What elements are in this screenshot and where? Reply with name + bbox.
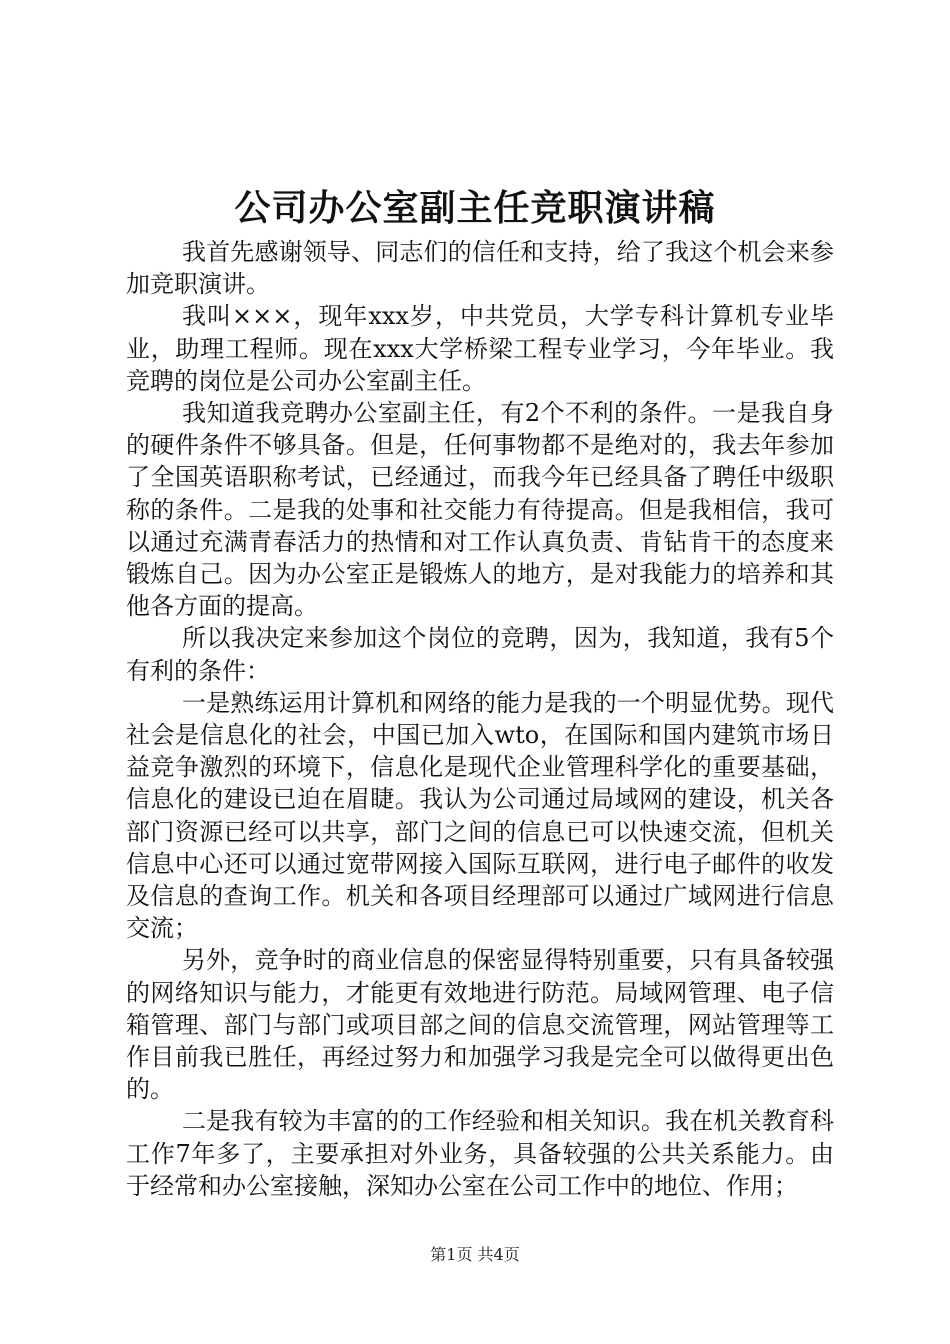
document-body: [126, 236, 834, 1202]
paragraph-advantage-experience: 二是我有较为丰富的的工作经验和相关知识。我在机关教育科工作7年多了，主要承担对外业务，具备较强的公共关系能力。由于经常和办公室接触，深知办公室在公司工作中的地位、作用；: [126, 1107, 834, 1200]
paragraph-introduction: 我叫×××，现年xxx岁，中共党员，大学专科计算机专业毕业，助理工程师。现在xxx大学桥梁工程专业学习，今年毕业。我竞聘的岗位是公司办公室副主任。: [126, 302, 834, 395]
paragraph-thanks: 我首先感谢领导、同志们的信任和支持，给了我这个机会来参加竞职演讲。: [126, 238, 834, 299]
paragraph-decision: 所以我决定来参加这个岗位的竞聘，因为，我知道，我有5个有利的条件：: [126, 624, 834, 685]
document-title: 公司办公室副主任竞职演讲稿: [234, 187, 716, 229]
paragraph-advantage-security: 另外，竞争时的商业信息的保密显得特别重要，只有具备较强的网络知识与能力，才能更有效地进行防范。局域网管理、电子信箱管理、部门与部门或项目部之间的信息交流管理，网站管理等工作目前我已胜任，再经过努力和加强学习我是完全可以做得更出色的。: [126, 946, 834, 1104]
page-number-footer: 第1页 共4页: [430, 1245, 520, 1264]
paragraph-advantage-computing: 一是熟练运用计算机和网络的能力是我的一个明显优势。现代社会是信息化的社会，中国已加入wto，在国际和国内建筑市场日益竞争激烈的环境下，信息化是现代企业管理科学化的重要基础，信息化的建设已迫在眉睫。我认为公司通过局域网的建设，机关各部门资源已经可以共享，部门之间的信息已可以快速交流，但机关信息中心还可以通过宽带网接入国际互联网，进行电子邮件的收发及信息的查询工作。机关和各项目经理部可以通过广域网进行信息交流；: [126, 688, 834, 943]
paragraph-disadvantages: 我知道我竞聘办公室副主任，有2个不利的条件。一是我自身的硬件条件不够具备。但是，任何事物都不是绝对的，我去年参加了全国英语职称考试，已经通过，而我今年已经具备了聘任中级职称的条件。二是我的处事和社交能力有待提高。但是我相信，我可以通过充满青春活力的热情和对工作认真负责、肯钻肯干的态度来锻炼自己。因为办公室正是锻炼人的地方，是对我能力的培养和其他各方面的提高。: [126, 399, 834, 621]
